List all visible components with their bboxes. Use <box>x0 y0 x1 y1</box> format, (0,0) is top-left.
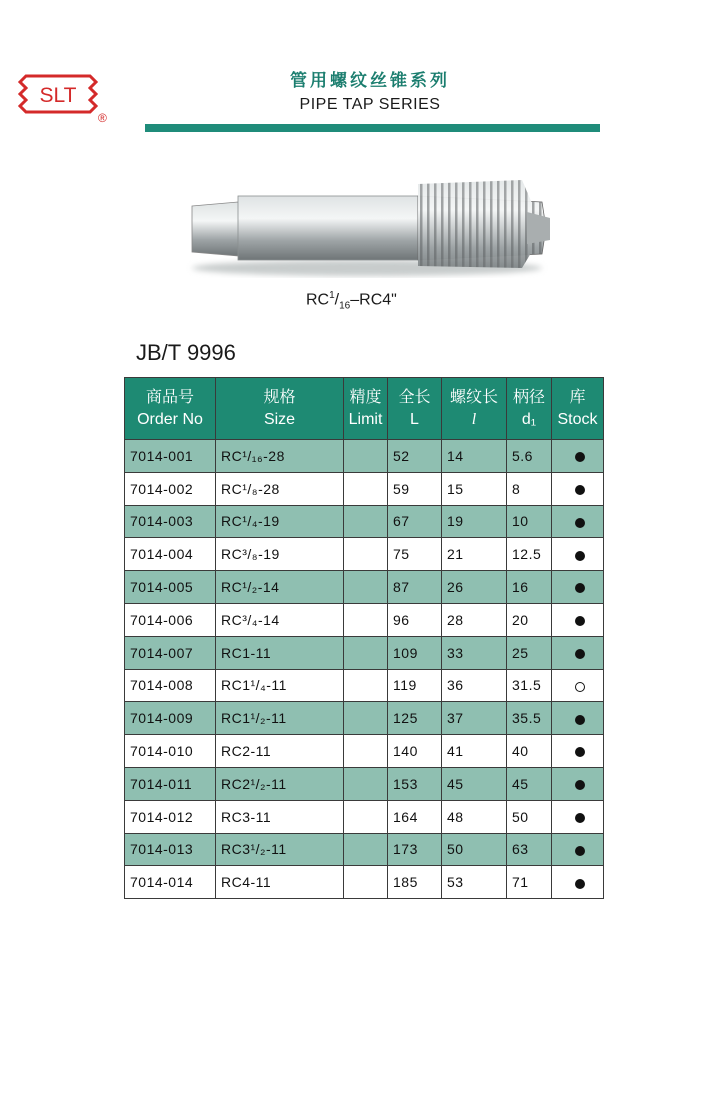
cell-stock <box>552 571 604 604</box>
cell-thread-length: 19 <box>442 505 507 538</box>
table-header-row <box>125 378 604 440</box>
table-row <box>125 440 604 473</box>
cell-stock <box>552 472 604 505</box>
caption-denominator: 16 <box>339 300 351 312</box>
cell-length: 109 <box>388 636 442 669</box>
in-stock-icon <box>575 583 585 593</box>
cell-shank-diameter: 5.6 <box>507 440 552 473</box>
cell-shank-diameter: 20 <box>507 603 552 636</box>
cell-limit <box>344 505 388 538</box>
cell-limit <box>344 472 388 505</box>
cell-thread-length: 21 <box>442 538 507 571</box>
in-stock-icon <box>575 747 585 757</box>
title-english: PIPE TAP SERIES <box>299 96 441 113</box>
table-row <box>125 866 604 899</box>
cell-size: RC¹/₈-28 <box>216 472 344 505</box>
cell-shank-diameter: 8 <box>507 472 552 505</box>
cell-order-no: 7014-003 <box>125 505 216 538</box>
cell-thread-length: 53 <box>442 866 507 899</box>
cell-order-no: 7014-006 <box>125 603 216 636</box>
cell-limit <box>344 636 388 669</box>
cell-limit <box>344 866 388 899</box>
table-row <box>125 669 604 702</box>
header-stock: 库 Stock <box>552 378 604 440</box>
in-stock-icon <box>575 879 585 889</box>
cell-thread-length: 36 <box>442 669 507 702</box>
table-row <box>125 571 604 604</box>
in-stock-icon <box>575 518 585 528</box>
cell-shank-diameter: 10 <box>507 505 552 538</box>
cell-stock <box>552 505 604 538</box>
cell-size: RC¹/₂-14 <box>216 571 344 604</box>
logo-text: SLT <box>39 84 77 107</box>
cell-length: 52 <box>388 440 442 473</box>
cell-limit <box>344 735 388 768</box>
cell-order-no: 7014-009 <box>125 702 216 735</box>
cell-shank-diameter: 12.5 <box>507 538 552 571</box>
cell-size: RC3-11 <box>216 800 344 833</box>
in-stock-icon <box>575 715 585 725</box>
cell-order-no: 7014-005 <box>125 571 216 604</box>
cell-shank-diameter: 25 <box>507 636 552 669</box>
cell-limit <box>344 669 388 702</box>
cell-size: RC1-11 <box>216 636 344 669</box>
cell-stock <box>552 866 604 899</box>
cell-shank-diameter: 71 <box>507 866 552 899</box>
table-row <box>125 767 604 800</box>
standard-code: JB/T 9996 <box>136 340 236 365</box>
header-limit: 精度 Limit <box>344 378 388 440</box>
cell-size: RC³/₈-19 <box>216 538 344 571</box>
cell-stock <box>552 702 604 735</box>
header-order-no: 商品号 Order No <box>125 378 216 440</box>
cell-shank-diameter: 50 <box>507 800 552 833</box>
header-length: 全长 L <box>388 378 442 440</box>
cell-length: 87 <box>388 571 442 604</box>
cell-thread-length: 37 <box>442 702 507 735</box>
spec-table <box>124 377 604 899</box>
cell-stock <box>552 636 604 669</box>
registered-mark: ® <box>98 111 107 125</box>
cell-size: RC³/₄-14 <box>216 603 344 636</box>
in-stock-icon <box>575 813 585 823</box>
cell-thread-length: 26 <box>442 571 507 604</box>
slt-logo <box>18 72 108 126</box>
header-shank-diameter: 柄径 d₁ <box>507 378 552 440</box>
cell-length: 96 <box>388 603 442 636</box>
cell-size: RC2-11 <box>216 735 344 768</box>
cell-order-no: 7014-007 <box>125 636 216 669</box>
caption-slash: / <box>334 291 340 309</box>
cell-size: RC1¹/₄-11 <box>216 669 344 702</box>
cell-stock <box>552 735 604 768</box>
in-stock-icon <box>575 551 585 561</box>
caption-suffix: –RC4" <box>350 291 397 309</box>
caption-numerator: 1 <box>329 290 335 301</box>
cell-shank-diameter: 31.5 <box>507 669 552 702</box>
cell-shank-diameter: 35.5 <box>507 702 552 735</box>
cell-stock <box>552 800 604 833</box>
cell-thread-length: 15 <box>442 472 507 505</box>
pipe-tap-image <box>182 172 552 280</box>
header-size: 规格 Size <box>216 378 344 440</box>
cell-thread-length: 48 <box>442 800 507 833</box>
cell-size: RC1¹/₂-11 <box>216 702 344 735</box>
table-row <box>125 603 604 636</box>
cell-limit <box>344 833 388 866</box>
cell-limit <box>344 800 388 833</box>
cell-length: 67 <box>388 505 442 538</box>
cell-stock <box>552 538 604 571</box>
cell-size: RC3¹/₂-11 <box>216 833 344 866</box>
on-order-icon <box>575 682 585 692</box>
cell-length: 119 <box>388 669 442 702</box>
cell-order-no: 7014-004 <box>125 538 216 571</box>
table-row <box>125 472 604 505</box>
cell-order-no: 7014-008 <box>125 669 216 702</box>
header-thread-length: 螺纹长 l <box>442 378 507 440</box>
cell-stock <box>552 669 604 702</box>
table-row <box>125 735 604 768</box>
cell-order-no: 7014-002 <box>125 472 216 505</box>
cell-stock <box>552 440 604 473</box>
cell-shank-diameter: 45 <box>507 767 552 800</box>
cell-thread-length: 33 <box>442 636 507 669</box>
cell-length: 153 <box>388 767 442 800</box>
cell-limit <box>344 603 388 636</box>
cell-order-no: 7014-012 <box>125 800 216 833</box>
table-row <box>125 538 604 571</box>
table-row <box>125 800 604 833</box>
cell-limit <box>344 571 388 604</box>
cell-thread-length: 50 <box>442 833 507 866</box>
table-row <box>125 636 604 669</box>
cell-stock <box>552 833 604 866</box>
title-chinese: 管用螺纹丝锥系列 <box>290 71 450 91</box>
in-stock-icon <box>575 780 585 790</box>
table-row <box>125 702 604 735</box>
cell-limit <box>344 440 388 473</box>
in-stock-icon <box>575 649 585 659</box>
in-stock-icon <box>575 616 585 626</box>
in-stock-icon <box>575 485 585 495</box>
cell-length: 125 <box>388 702 442 735</box>
cell-shank-diameter: 16 <box>507 571 552 604</box>
title-rule <box>145 124 600 132</box>
cell-order-no: 7014-014 <box>125 866 216 899</box>
cell-limit <box>344 538 388 571</box>
cell-limit <box>344 702 388 735</box>
cell-order-no: 7014-013 <box>125 833 216 866</box>
cell-stock <box>552 767 604 800</box>
cell-order-no: 7014-010 <box>125 735 216 768</box>
cell-length: 164 <box>388 800 442 833</box>
in-stock-icon <box>575 452 585 462</box>
cell-size: RC¹/₄-19 <box>216 505 344 538</box>
cell-size: RC2¹/₂-11 <box>216 767 344 800</box>
cell-thread-length: 14 <box>442 440 507 473</box>
size-range-caption <box>306 290 397 312</box>
cell-thread-length: 28 <box>442 603 507 636</box>
cell-length: 75 <box>388 538 442 571</box>
cell-limit <box>344 767 388 800</box>
cell-stock <box>552 603 604 636</box>
caption-prefix: RC <box>306 291 330 309</box>
cell-length: 59 <box>388 472 442 505</box>
cell-size: RC¹/₁₆-28 <box>216 440 344 473</box>
cell-length: 173 <box>388 833 442 866</box>
cell-length: 185 <box>388 866 442 899</box>
cell-length: 140 <box>388 735 442 768</box>
table-row <box>125 505 604 538</box>
cell-shank-diameter: 63 <box>507 833 552 866</box>
cell-thread-length: 45 <box>442 767 507 800</box>
cell-order-no: 7014-001 <box>125 440 216 473</box>
in-stock-icon <box>575 846 585 856</box>
cell-shank-diameter: 40 <box>507 735 552 768</box>
cell-size: RC4-11 <box>216 866 344 899</box>
cell-thread-length: 41 <box>442 735 507 768</box>
cell-order-no: 7014-011 <box>125 767 216 800</box>
table-row <box>125 833 604 866</box>
